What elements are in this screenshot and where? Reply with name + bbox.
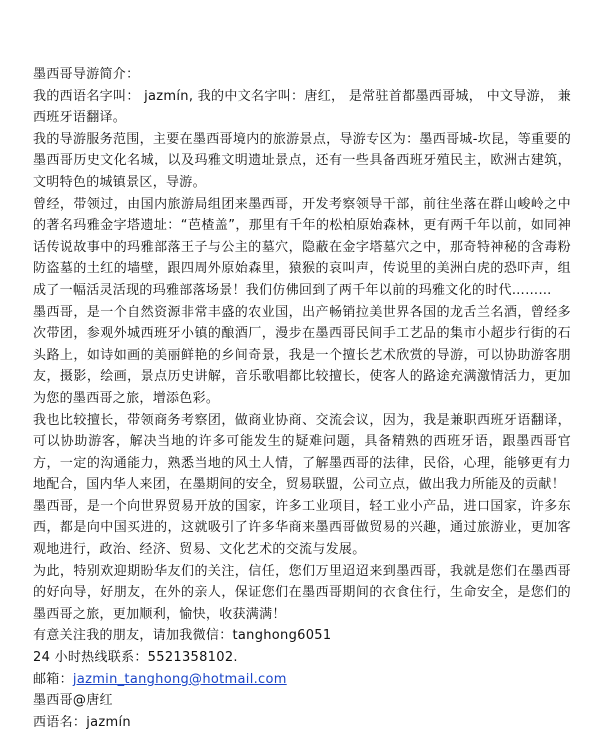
business-paragraph: 我也比较擅长，带领商务考察团，做商业协商、交流会议，因为，我是兼职西班牙语翻译，可以协助游客，解决当地的许多可能发生的疑难问题，具备精熟的西班牙语，跟墨西哥官方，一定的沟通能力，熟悉当地的风土人情，了解墨西哥的法律，民俗，心理，能够更有力地配合，国内华人来团，在墨期间的安全，贸易联盟，公司立点，做出我力所能及的贡献！ xyxy=(33,412,571,493)
trade-paragraph: 墨西哥，是一个向世界贸易开放的国家，许多工业项目，轻工业小产品，进口国家，许多东西，都是向中国买进的，这就吸引了许多华商来墨西哥做贸易的兴趣，通过旅游业，更加客观地进行，政治、经济、贸易、文化艺术的交流与发展。 xyxy=(33,498,571,558)
email-line xyxy=(33,669,571,691)
email-link[interactable]: jazmin_tanghong@hotmail.com xyxy=(72,671,287,687)
signature-line: 墨西哥@唐红 xyxy=(33,693,113,709)
document-body xyxy=(33,64,571,733)
hotline-line: 24 小时热线联系：5521358102. xyxy=(33,650,238,666)
intro-paragraph: 我的西语名字叫： jazmín, 我的中文名字叫：唐红， 是常驻首都墨西哥城， 中文导游， 兼西班牙语翻译。 xyxy=(33,88,571,126)
email-label: 邮箱： xyxy=(33,671,73,687)
doc-title: 墨西哥导游简介： xyxy=(33,67,140,82)
thanks-paragraph: 为此，特别欢迎期盼华友们的关注，信任，您们万里迢迢来到墨西哥，我就是您们在墨西哥的好向导，好朋友，在外的亲人，保证您们在墨西哥期间的衣食住行，生命安全，是您们的墨西哥之旅，更加顺利，愉快，收获满满！ xyxy=(33,563,571,622)
wechat-line: 有意关注我的朋友，请加我微信：tanghong6051 xyxy=(33,628,332,644)
spanish-name-line: 西语名：jazmín xyxy=(33,714,131,730)
experience-paragraph: 曾经，带领过，由国内旅游局组团来墨西哥，开发考察领导干部，前往坐落在群山峻岭之中的著名玛雅金字塔遗址：“芭楂盖”，那里有千年的松柏原始森林，更有两千年以前，如同神话传说故事中的玛雅部落王子与公主的墓穴，隐蔽在金字塔墓穴之中，那奇特神秘的含毒粉防盗墓的土红的墙壁，跟四周外原始森里，猿猴的哀叫声，传说里的美洲白虎的恐吓声，组成了一幅活灵活现的玛雅部落场景！我们仿佛回到了两千年以前的玛雅文化的时代……… xyxy=(33,196,571,298)
services-paragraph: 我的导游服务范围，主要在墨西哥境内的旅游景点，导游专区为：墨西哥城-坎昆，等重要的墨西哥历史文化名城，以及玛雅文明遗址景点，还有一些具备西班牙殖民主，欧洲古建筑，文明特色的城镇景区，导游。 xyxy=(33,131,571,190)
mexico-paragraph: 墨西哥，是一个自然资源非常丰盛的农业国，出产畅销拉美世界各国的龙舌兰名酒，曾经多次带团，参观外城西班牙小镇的酿酒厂，漫步在墨西哥民间手工艺品的集市小超步行街的石头路上，如诗如画的美丽鲜艳的乡间奇景，我是一个擅长艺术欣赏的导游，可以协助游客朋友，摄影，绘画，景点历史讲解，音乐歌唱都比较擅长，使客人的路途充满激情活力，更加为您的墨西哥之旅，增添色彩。 xyxy=(33,304,571,406)
